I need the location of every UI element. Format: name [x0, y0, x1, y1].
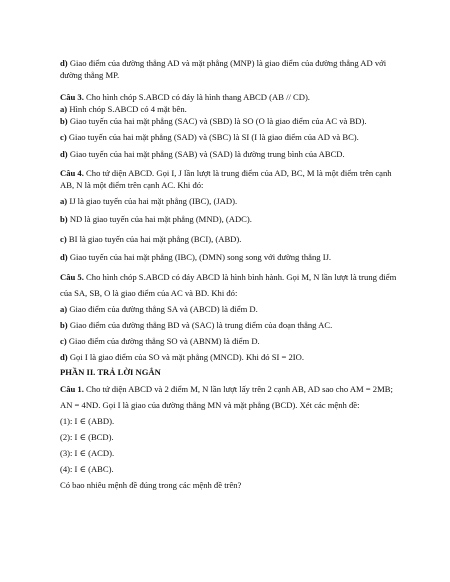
part2-question-1: Câu 1. Cho tứ diện ABCD và 2 điểm M, N lần lượt lấy trên 2 cạnh AB, AD sao cho AM = 2MB; — [60, 384, 393, 394]
q2-option-d-cont: đường thẳng MP. — [60, 70, 120, 80]
q5-option-b: b) Giao điểm của đường thẳng BD và (SAC) là trung điểm của đoạn thẳng AC. — [60, 320, 333, 330]
line-text: Cho hình chóp S.ABCD có đáy là hình thang ABCD (AB // CD). — [86, 92, 310, 102]
line-text: Giao điểm của đường thẳng AD và mặt phẳng (MNP) là giao điểm của đường thẳng AD với — [69, 58, 387, 68]
q5-option-d: d) Gọi I là giao điểm của SO và mặt phẳng (MNCD). Khi đó SI = 2IO. — [60, 352, 305, 362]
option-label: d) — [60, 58, 68, 68]
q4-option-a: a) IJ là giao tuyến của hai mặt phẳng (IBC), (JAD). — [60, 196, 238, 206]
q4-option-c: c) BI là giao tuyến của hai mặt phẳng (BCI), (ABD). — [60, 234, 242, 244]
question-5: Câu 5. Cho hình chóp S.ABCD có đáy ABCD là hình bình hành. Gọi M, N lần lượt là trung điểm — [60, 272, 397, 282]
q5-option-a: a) Giao điểm của đường thẳng SA và (ABCD) là điểm D. — [60, 304, 258, 314]
question-3 — [60, 92, 400, 102]
q3-option-d: d) Giao tuyến của hai mặt phẳng (SAB) và (SAD) là đường trung bình của ABCD. — [60, 149, 345, 159]
statement-4: (4): I ∈ (ABC). — [60, 464, 114, 474]
final-question: Có bao nhiêu mệnh đề đúng trong các mệnh đề trên? — [60, 480, 242, 490]
statement-2: (2): I ∈ (BCD). — [60, 432, 114, 442]
section-title: PHẦN II. TRẢ LỜI NGẮN — [60, 367, 161, 377]
q3-option-a: a) Hình chóp S.ABCD có 4 mặt bên. — [60, 104, 187, 114]
q2-option-d — [60, 58, 400, 68]
q5-cont: của SA, SB, O là giao điểm của AC và BD. Khi đó: — [60, 288, 238, 298]
question-label: Câu 3. — [60, 92, 84, 102]
statement-1: (1): I ∈ (ABD). — [60, 416, 115, 426]
q3-option-b: b) Giao tuyến của hai mặt phẳng (SAC) và (SBD) là SO (O là giao điểm của AC và BD). — [60, 116, 367, 126]
q4-option-d: d) Giao tuyến của hai mặt phẳng (IBC), (DMN) song song với đường thẳng IJ. — [60, 252, 332, 262]
q4-option-b: b) ND là giao tuyến của hai mặt phẳng (MND), (ADC). — [60, 214, 252, 224]
q5-option-c: c) Giao điểm của đường thẳng SO và (ABNM) là điểm D. — [60, 336, 260, 346]
q4-cont: AB, N là một điểm trên cạnh AC. Khi đó: — [60, 180, 204, 190]
statement-3: (3): I ∈ (ACD). — [60, 448, 115, 458]
question-4: Câu 4. Cho tứ diện ABCD. Gọi I, J lần lượt là trung điểm của AD, BC, M là một điểm trên cạnh — [60, 168, 392, 178]
part2-q1-cont: AN = 4ND. Gọi I là giao của đường thẳng MN và mặt phẳng (BCD). Xét các mệnh đề: — [60, 400, 360, 410]
q3-option-c: c) Giao tuyến của hai mặt phẳng (SAD) và (SBC) là SI (I là giao điểm của AD và BC). — [60, 132, 359, 142]
